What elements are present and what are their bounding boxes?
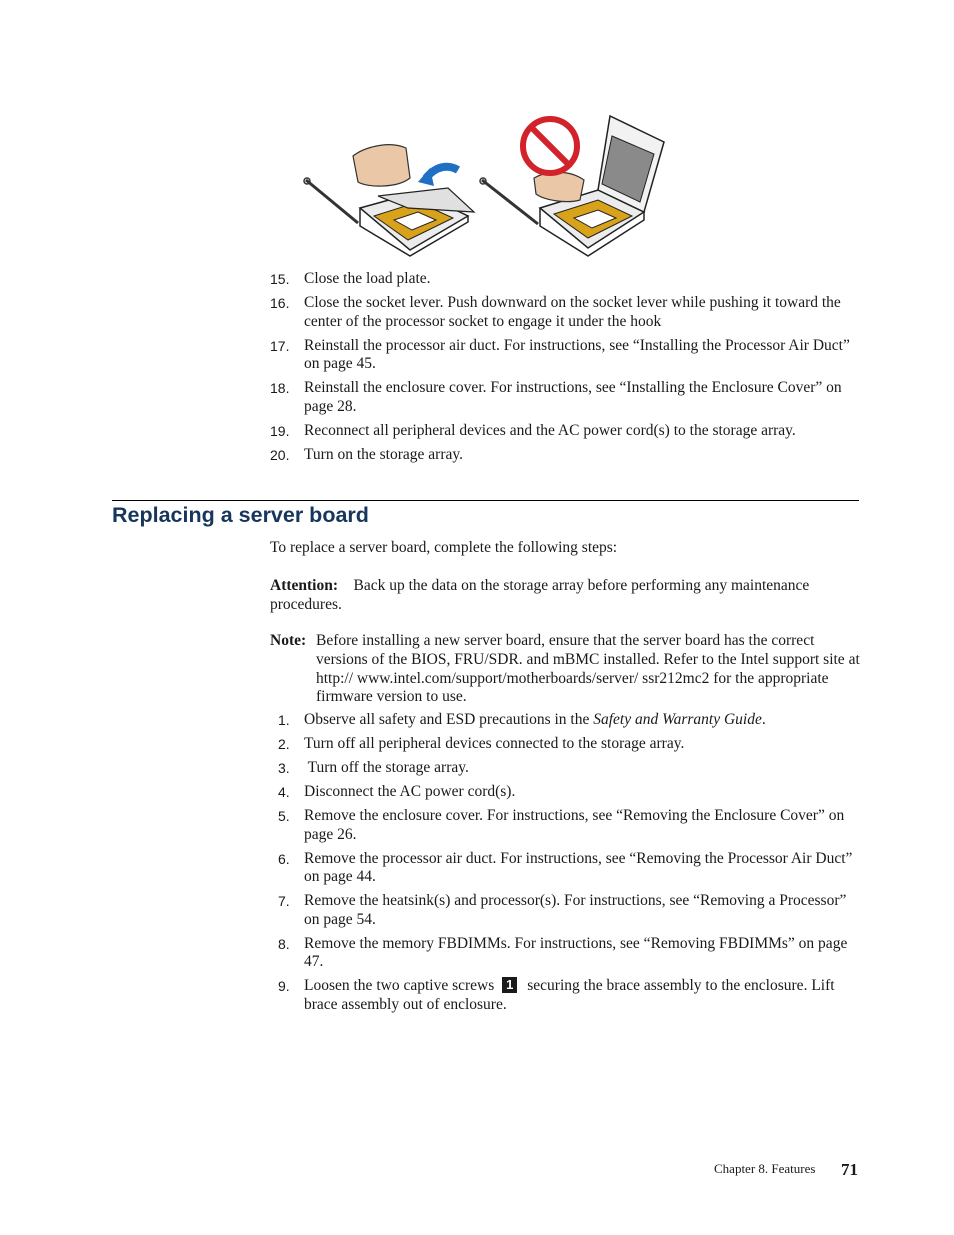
section-divider xyxy=(112,500,859,501)
list-item xyxy=(270,379,860,416)
list-item xyxy=(270,735,860,754)
list-item xyxy=(270,294,860,331)
step-text-end: securing the brace assembly to the enclosure. Lift brace assembly out of enclosure. xyxy=(304,977,835,1013)
step-text: Loosen the two captive screws xyxy=(304,977,495,994)
attention-text: Back up the data on the storage array before performing any maintenance procedures. xyxy=(270,577,810,613)
step-number: 20. xyxy=(270,446,290,463)
page-number: 71 xyxy=(841,1160,858,1179)
step-text: Remove the memory FBDIMMs. For instructions, see “Removing FBDIMMs” on page 47. xyxy=(304,934,848,970)
list-item xyxy=(270,270,860,289)
steps-list-bottom xyxy=(270,711,860,1020)
step-number: 19. xyxy=(270,422,290,439)
processor-socket-illustration xyxy=(298,108,678,264)
attention-notice xyxy=(270,576,860,614)
step-text: Reinstall the processor air duct. For instructions, see “Installing the Processor Air Duct” on page 45. xyxy=(304,336,850,372)
guide-title: Safety and Warranty Guide xyxy=(593,711,762,728)
step-number: 17. xyxy=(270,337,290,354)
list-item xyxy=(270,807,860,844)
list-item xyxy=(270,850,860,887)
left-socket-figure xyxy=(304,145,474,256)
step-number: 18. xyxy=(270,380,290,396)
attention-label: Attention: xyxy=(270,577,339,594)
step-text: Disconnect the AC power cord(s). xyxy=(304,783,516,800)
list-item xyxy=(270,783,860,802)
step-number: 9. xyxy=(278,978,290,994)
step-number: 2. xyxy=(278,736,290,752)
list-item xyxy=(270,446,860,465)
step-number: 4. xyxy=(278,784,290,800)
list-item xyxy=(270,977,860,1014)
step-text: Turn on the storage array. xyxy=(304,445,463,463)
list-item xyxy=(270,711,860,730)
list-item xyxy=(270,422,860,441)
section-title: Replacing a server board xyxy=(112,503,369,527)
step-number: 15. xyxy=(270,271,290,287)
list-item xyxy=(270,935,860,972)
step-text: Remove the enclosure cover. For instructions, see “Removing the Enclosure Cover” on page 26. xyxy=(304,807,845,843)
step-text: Observe all safety and ESD precautions in the xyxy=(304,711,594,728)
step-number: 8. xyxy=(278,935,290,952)
right-socket-figure xyxy=(480,116,664,256)
chapter-footer: Chapter 8. Features xyxy=(714,1161,816,1176)
section-intro: To replace a server board, complete the following steps: xyxy=(270,539,618,556)
step-text: Close the load plate. xyxy=(304,270,431,287)
note-block xyxy=(270,632,860,707)
step-number: 1. xyxy=(278,712,290,728)
step-text: Turn off the storage array. xyxy=(304,759,469,776)
prohibited-icon xyxy=(523,119,577,173)
callout-badge: 1 xyxy=(502,977,517,993)
step-number: 16. xyxy=(270,295,290,311)
steps-list-top xyxy=(270,270,860,470)
list-item xyxy=(270,759,860,778)
step-text: Reinstall the enclosure cover. For instructions, see “Installing the Enclosure Cover” on page 28. xyxy=(304,379,842,415)
note-text: Before installing a new server board, ensure that the server board has the correct versions of the BIOS, FRU/SDR. and mBMC installed. Refer to the Intel support site at http:// www.intel.com/support/motherboards/server/ ssr212mc2 for the appropriate firmware version to use. xyxy=(316,632,860,706)
step-text: Reconnect all peripheral devices and the AC power cord(s) to the storage array. xyxy=(304,421,796,439)
step-number: 7. xyxy=(278,893,290,909)
step-number: 6. xyxy=(278,850,290,867)
list-item xyxy=(270,892,860,929)
step-text: Turn off all peripheral devices connected to the storage array. xyxy=(304,735,685,752)
step-number: 5. xyxy=(278,808,290,824)
step-text: Remove the heatsink(s) and processor(s). For instructions, see “Removing a Processor” on page 54. xyxy=(304,892,847,928)
note-label: Note: xyxy=(270,632,307,649)
step-text-end: . xyxy=(761,711,766,728)
step-text: Close the socket lever. Push downward on the socket lever while pushing it toward the center of the processor socket to engage it under the hook xyxy=(304,294,841,330)
step-text: Remove the processor air duct. For instructions, see “Removing the Processor Air Duct” on page 44. xyxy=(304,849,853,885)
step-number: 3. xyxy=(278,760,290,776)
list-item xyxy=(270,337,860,374)
